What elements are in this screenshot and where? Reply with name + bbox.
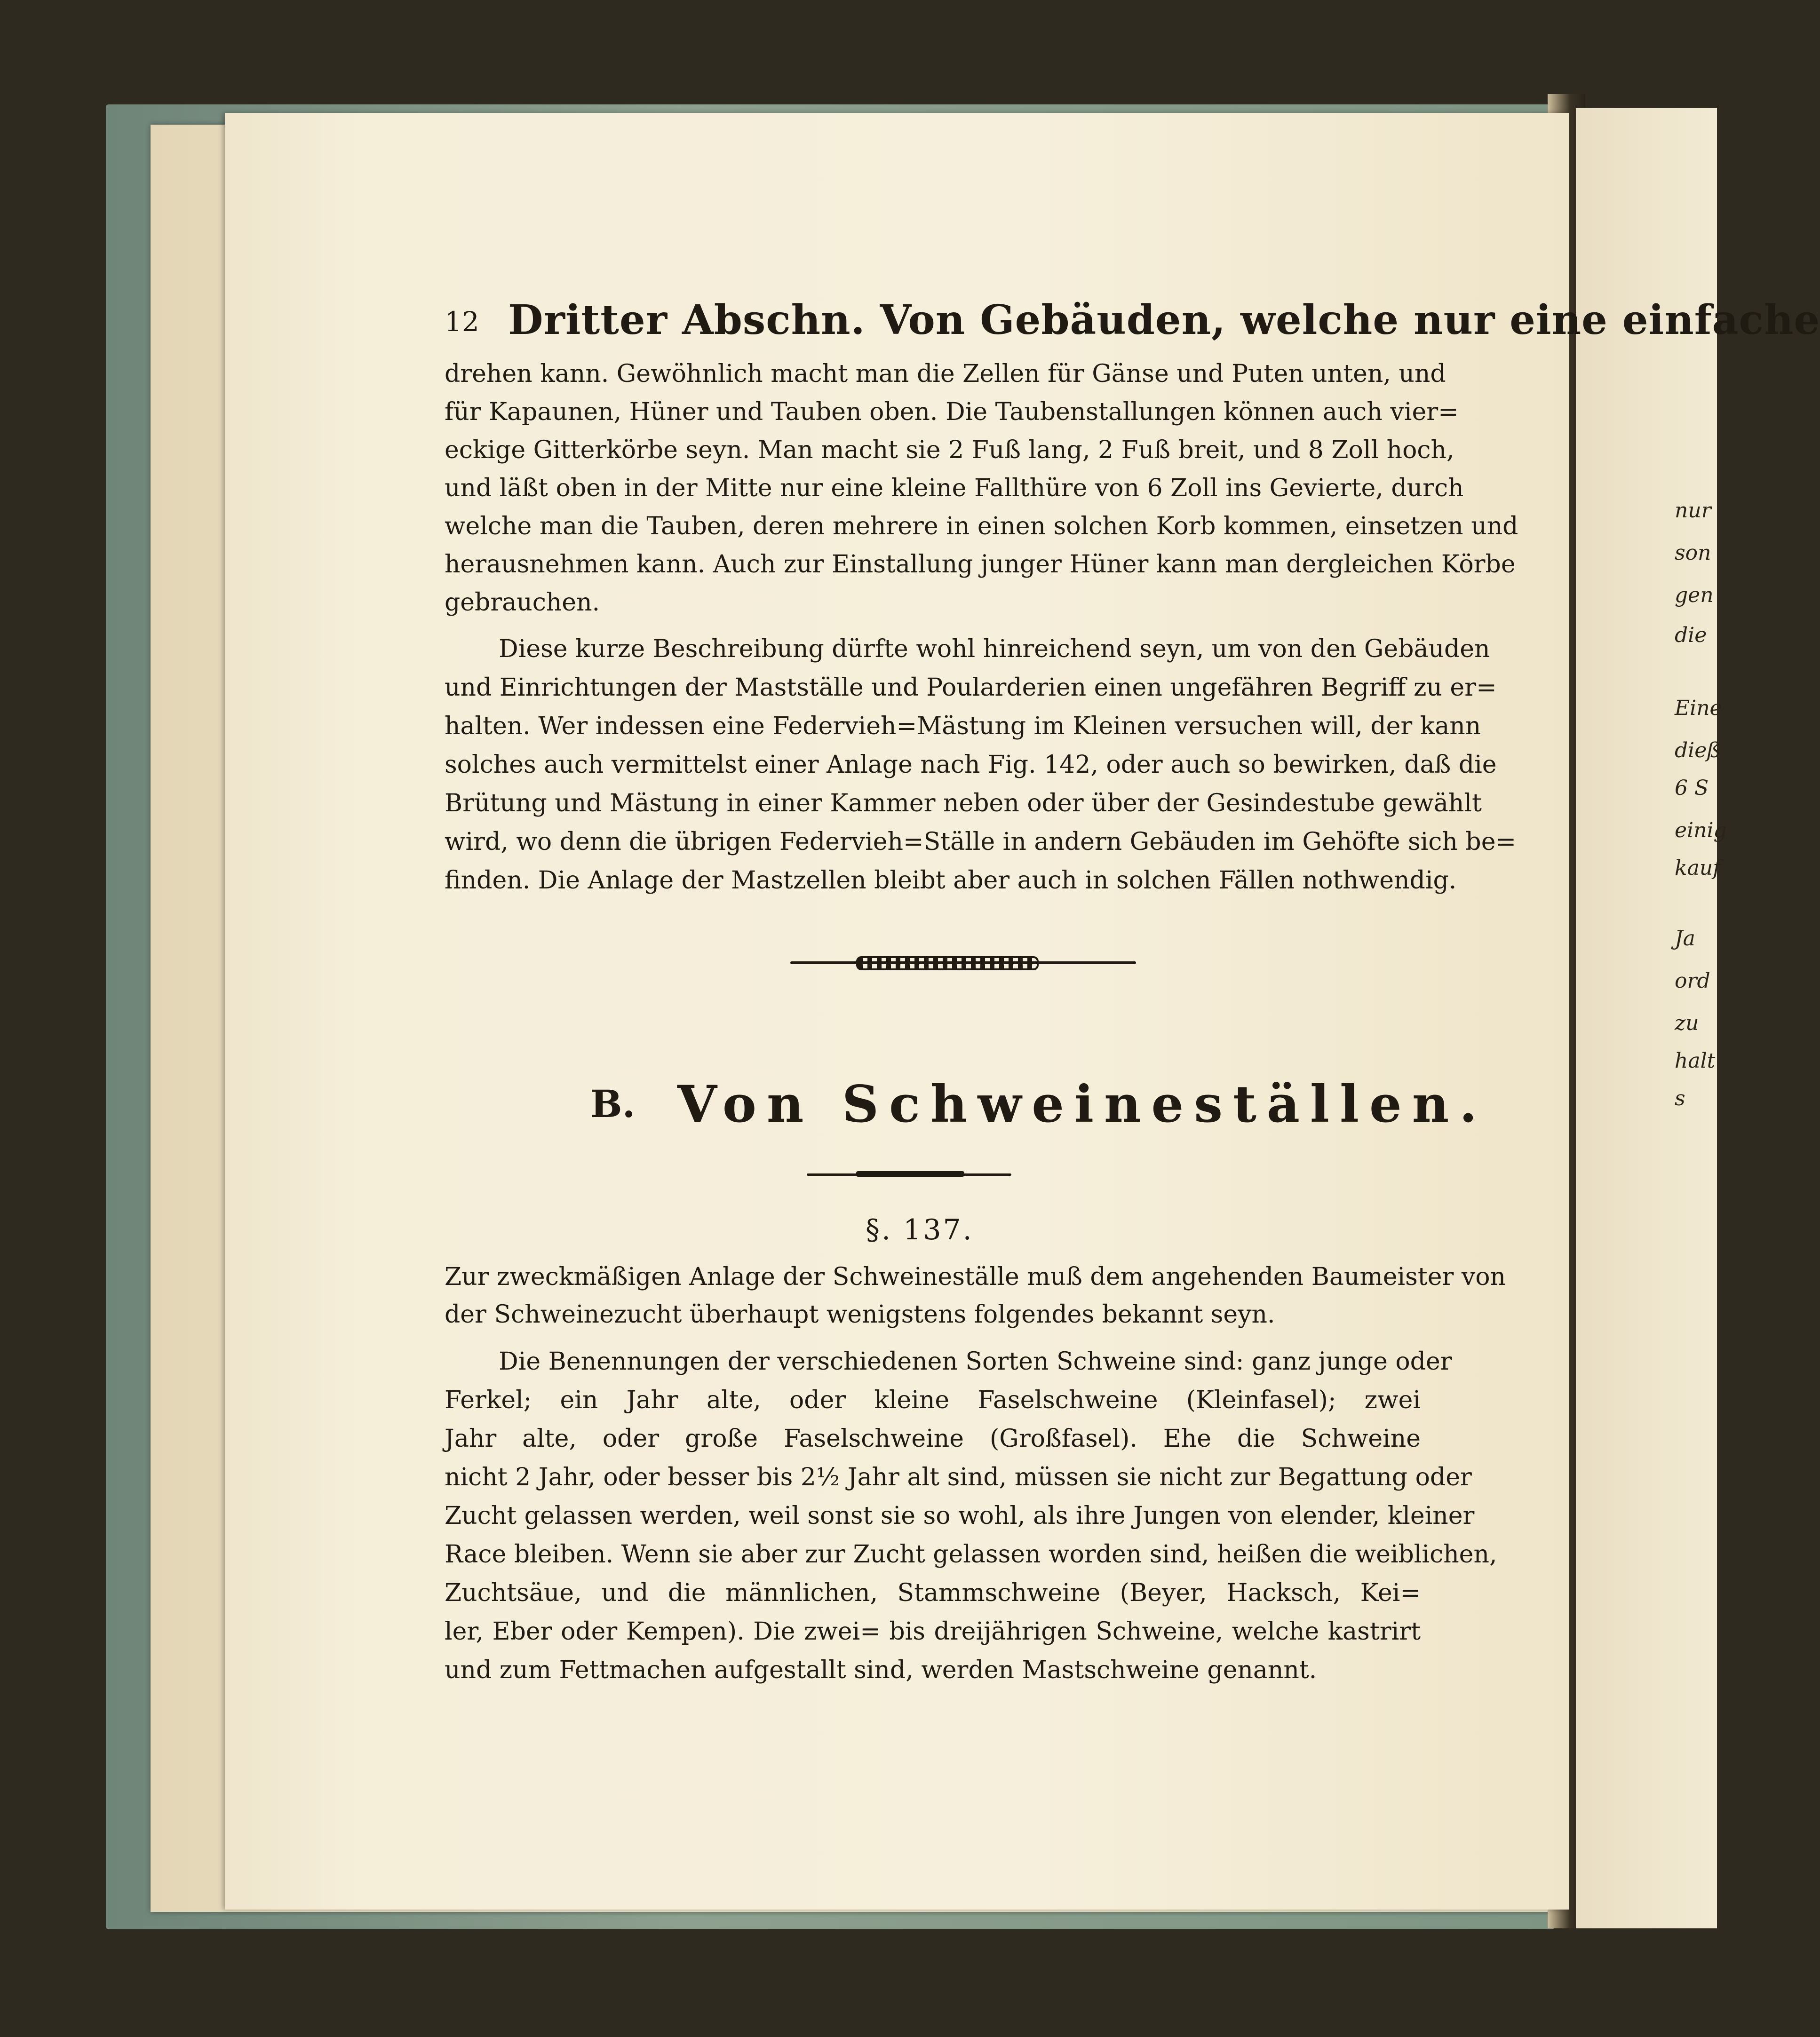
- text-line: nicht 2 Jahr, oder besser bis 2½ Jahr alt sind, müssen sie nicht zur Begattung oder: [445, 1463, 1472, 1491]
- text-line: ler, Eber oder Kempen). Die zwei= bis dreijährigen Schweine, welche kastrirt: [445, 1617, 1421, 1646]
- facing-page-fragment: s: [1675, 1086, 1685, 1110]
- facing-page-fragment: ord: [1675, 969, 1710, 993]
- text-line: Race bleiben. Wenn sie aber zur Zucht gelassen worden sind, heißen die weiblichen,: [445, 1540, 1497, 1569]
- text-line: solches auch vermittelst einer Anlage nach Fig. 142, oder auch so bewirken, daß die: [445, 751, 1497, 779]
- facing-page-fragment: kauf: [1675, 856, 1721, 880]
- text-line: Brütung und Mästung in einer Kammer neben oder über der Gesindestube gewählt: [445, 789, 1482, 817]
- text-line: Zucht gelassen werden, weil sonst sie so wohl, als ihre Jungen von elender, kleiner: [445, 1502, 1475, 1530]
- text-line: Ferkel; ein Jahr alte, oder kleine Faselschweine (Kleinfasel); zwei: [445, 1386, 1421, 1414]
- text-line: und läßt oben in der Mitte nur eine kleine Fallthüre von 6 Zoll ins Gevierte, durch: [445, 474, 1464, 502]
- text-line: Diese kurze Beschreibung dürfte wohl hinreichend seyn, um von den Gebäuden: [499, 635, 1490, 663]
- text-line: finden. Die Anlage der Mastzellen bleibt aber auch in solchen Fällen nothwendig.: [445, 866, 1457, 895]
- text-line: herausnehmen kann. Auch zur Einstallung junger Hüner kann man dergleichen Körbe: [445, 550, 1516, 579]
- text-line: der Schweinezucht überhaupt wenigstens folgendes bekannt seyn.: [445, 1300, 1275, 1329]
- facing-page-fragment: 6 S: [1675, 776, 1709, 800]
- facing-page-fragment: halt: [1675, 1049, 1716, 1073]
- facing-page-fragment: son: [1675, 541, 1711, 565]
- section-title: Von Schweineställen.: [677, 1075, 1487, 1134]
- facing-page-fragment: Eine: [1675, 696, 1722, 720]
- page-header: [445, 296, 1820, 344]
- text-line: welche man die Tauben, deren mehrere in einen solchen Korb kommen, einsetzen und: [445, 512, 1518, 540]
- facing-page-fragment: einig: [1675, 818, 1727, 842]
- section-rule-center: [856, 1171, 964, 1177]
- facing-page-fragment: dieß: [1675, 738, 1721, 762]
- text-line: für Kapaunen, Hüner und Tauben oben. Die Taubenstallungen können auch vier=: [445, 398, 1459, 426]
- text-line: Jahr alte, oder große Faselschweine (Großfasel). Ehe die Schweine: [445, 1425, 1421, 1453]
- facing-page-fragment: gen: [1675, 583, 1714, 607]
- text-line: Zur zweckmäßigen Anlage der Schweineställe muß dem angehenden Baumeister von: [445, 1263, 1506, 1291]
- facing-page-fragment: die: [1675, 623, 1707, 647]
- facing-page-fragment: Ja: [1675, 927, 1695, 951]
- text-line: eckige Gitterkörbe seyn. Man macht sie 2 Fuß lang, 2 Fuß breit, und 8 Zoll hoch,: [445, 436, 1454, 464]
- facing-page-fragment: zu: [1675, 1011, 1699, 1035]
- text-line: halten. Wer indessen eine Federvieh=Mästung im Kleinen versuchen will, der kann: [445, 712, 1481, 740]
- text-line: gebrauchen.: [445, 588, 600, 617]
- paragraph-number: §. 137.: [866, 1213, 974, 1246]
- text-line: wird, wo denn die übrigen Federvieh=Ställe in andern Gebäuden im Gehöfte sich be=: [445, 828, 1517, 856]
- facing-page-fragment: nur: [1675, 499, 1711, 523]
- text-line: Zuchtsäue, und die männlichen, Stammschweine (Beyer, Hacksch, Kei=: [445, 1579, 1421, 1607]
- text-line: und Einrichtungen der Mastställe und Poularderien einen ungefähren Begriff zu er=: [445, 674, 1497, 702]
- ornamental-rule-center: [856, 956, 1039, 970]
- text-line: drehen kann. Gewöhnlich macht man die Zellen für Gänse und Puten unten, und: [445, 360, 1446, 388]
- text-line: Die Benennungen der verschiedenen Sorten Schweine sind: ganz junge oder: [499, 1347, 1452, 1376]
- page-number: 12: [445, 306, 479, 338]
- facing-page: [1576, 108, 1727, 1928]
- running-head: Dritter Abschn. Von Gebäuden, welche nur eine einfache: [508, 296, 1820, 344]
- text-line: und zum Fettmachen aufgestallt sind, werden Mastschweine genannt.: [445, 1656, 1317, 1684]
- section-letter: B.: [590, 1082, 636, 1126]
